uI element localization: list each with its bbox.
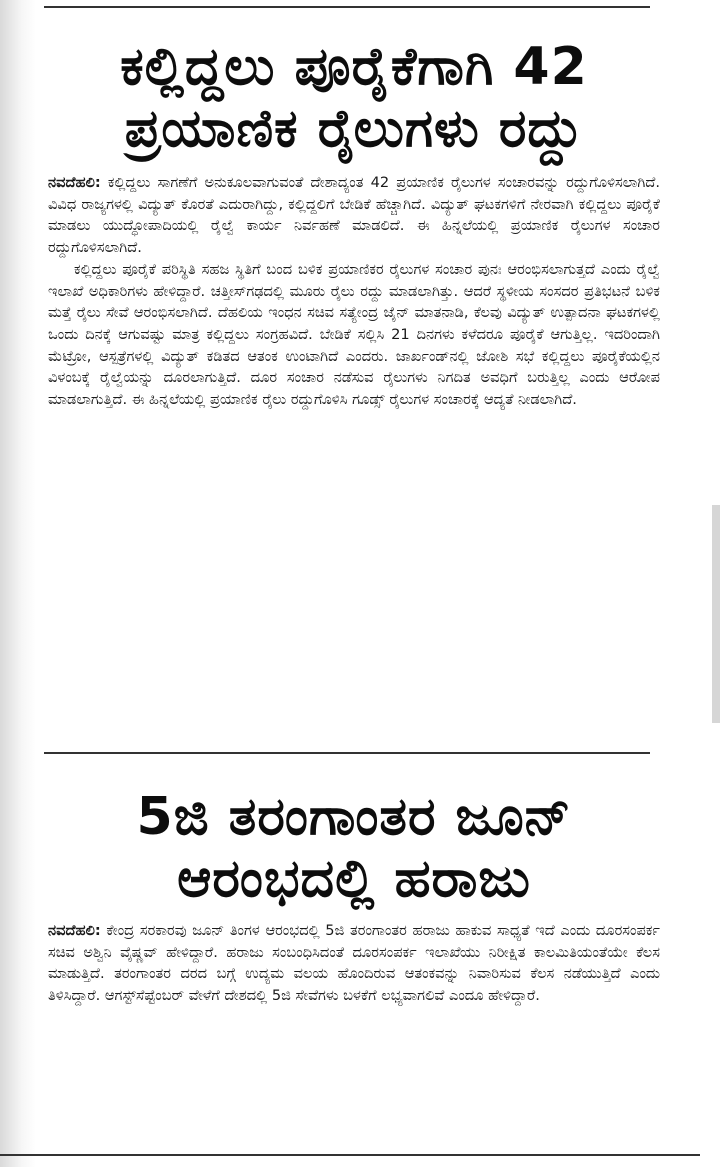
article1-paragraph-1 xyxy=(48,172,660,259)
article1-body xyxy=(48,172,660,411)
article1-headline xyxy=(44,36,664,160)
article2-dateline: ನವದೆಹಲಿ: xyxy=(48,922,101,939)
article1-headline-line2: ಪ್ರಯಾಣಿಕ ರೈಲುಗಳು ರದ್ದು xyxy=(124,99,584,159)
article2-headline xyxy=(44,786,664,910)
article2-body xyxy=(48,920,660,1007)
article1-headline-line1: ಕಲ್ಲಿದ್ದಲು ಪೂರೈಕೆಗಾಗಿ 42 xyxy=(120,37,588,97)
bottom-rule xyxy=(0,1154,700,1156)
article2-headline-line2: ಆರಂಭದಲ್ಲಿ ಹರಾಜು xyxy=(177,849,531,909)
article2-headline-line1: 5ಜಿ ತರಂಗಾಂತರ ಜೂನ್ xyxy=(136,787,572,847)
article1-paragraph-1-text: ಕಲ್ಲಿದ್ದಲು ಸಾಗಣೆಗೆ ಅನುಕೂಲವಾಗುವಂತೆ ದೇಶಾದ್ಯಂತ 42 ಪ್ರಯಾಣಿಕ ರೈಲುಗಳ ಸಂಚಾರವನ್ನು ರದ್ದುಗೊಳಿಸಲಾಗಿದೆ. ವಿವಿಧ ರಾಜ್ಯಗಳಲ್ಲಿ ವಿದ್ಯುತ್ ಕೊರತೆ ಎದುರಾಗಿದ್ದು, ಕಲ್ಲಿದ್ದಲಿಗೆ ಬೇಡಿಕೆ ಹೆಚ್ಚಾಗಿದೆ. ವಿದ್ಯುತ್ ಘಟಕಗಳಿಗೆ ನೇರವಾಗಿ ಕಲ್ಲಿದ್ದಲು ಪೂರೈಕೆ ಮಾಡಲು ಯುದ್ಧೋಪಾದಿಯಲ್ಲಿ ರೈಲ್ವೆ ಕಾರ್ಯ ನಿರ್ವಹಣೆ ಮಾಡಲಿದೆ. ಈ ಹಿನ್ನಲೆಯಲ್ಲಿ ಪ್ರಯಾಣಿಕ ರೈಲುಗಳ ಸಂಚಾರ ರದ್ದುಗೊಳಿಸಲಾಗಿದೆ. xyxy=(48,174,661,257)
section-divider-rule xyxy=(44,752,650,754)
top-rule xyxy=(44,6,650,8)
article2-paragraph-1 xyxy=(48,920,660,1007)
article1-paragraph-2: ಕಲ್ಲಿದ್ದಲು ಪೂರೈಕೆ ಪರಿಸ್ಥಿತಿ ಸಹಜ ಸ್ಥಿತಿಗೆ ಬಂದ ಬಳಿಕ ಪ್ರಯಾಣಿಕರ ರೈಲುಗಳ ಸಂಚಾರ ಪುನಃ ಆರಂಭಿಸಲಾಗುತ್ತದೆ ಎಂದು ರೈಲ್ವೆ ಇಲಾಖೆ ಅಧಿಕಾರಿಗಳು ಹೇಳಿದ್ದಾರೆ. ಚತ್ತೀಸ್‌ಗಢದಲ್ಲಿ ಮೂರು ರೈಲು ರದ್ದು ಮಾಡಲಾಗಿತ್ತು. ಆದರೆ ಸ್ಥಳೀಯ ಸಂಸದರ ಪ್ರತಿಭಟನೆ ಬಳಿಕ ಮತ್ತೆ ರೈಲು ಸೇವೆ ಆರಂಭಿಸಲಾಗಿದೆ. ದೆಹಲಿಯ ಇಂಧನ ಸಚಿವ ಸತ್ಯೇಂದ್ರ ಜೈನ್ ಮಾತನಾಡಿ, ಕೆಲವು ವಿದ್ಯುತ್ ಉತ್ಪಾದನಾ ಘಟಕಗಳಲ್ಲಿ ಒಂದು ದಿನಕ್ಕೆ ಆಗುವಷ್ಟು ಮಾತ್ರ ಕಲ್ಲಿದ್ದಲು ಸಂಗ್ರಹವಿದೆ. ಬೇಡಿಕೆ ಸಲ್ಲಿಸಿ 21 ದಿನಗಳು ಕಳೆದರೂ ಪೂರೈಕೆ ಆಗುತ್ತಿಲ್ಲ. ಇದರಿಂದಾಗಿ ಮೆಟ್ರೋ, ಆಸ್ಪತ್ರೆಗಳಲ್ಲಿ ವಿದ್ಯುತ್ ಕಡಿತದ ಆತಂಕ ಉಂಟಾಗಿದೆ ಎಂದರು. ಜಾರ್ಖಂಡ್‌ನಲ್ಲಿ ಜೋಶಿ ಸಭೆ ಕಲ್ಲಿದ್ದಲು ಪೂರೈಕೆಯಲ್ಲಿನ ವಿಳಂಬಕ್ಕೆ ರೈಲ್ವೆಯನ್ನು ದೂರಲಾಗುತ್ತಿದೆ. ದೂರ ಸಂಚಾರ ನಡೆಸುವ ರೈಲುಗಳು ನಿಗದಿತ ಅವಧಿಗೆ ಬರುತ್ತಿಲ್ಲ ಎಂದು ಆರೋಪ ಮಾಡಲಾಗುತ್ತಿದೆ. ಈ ಹಿನ್ನಲೆಯಲ್ಲಿ ಪ್ರಯಾಣಿಕ ರೈಲು ರದ್ದುಗೊಳಿಸಿ ಗೂಡ್ಸ್ ರೈಲುಗಳ ಸಂಚಾರಕ್ಕೆ ಆದ್ಯತೆ ನೀಡಲಾಗಿದೆ. xyxy=(48,260,660,409)
article1-dateline: ನವದೆಹಲಿ: xyxy=(48,174,101,191)
adjacent-page-edge xyxy=(712,505,720,723)
page-fold-shadow xyxy=(0,0,36,1167)
article2-paragraph-1-text: ಕೇಂದ್ರ ಸರಕಾರವು ಜೂನ್ ತಿಂಗಳ ಆರಂಭದಲ್ಲಿ 5ಜಿ ತರಂಗಾಂತರ ಹರಾಜು ಹಾಕುವ ಸಾಧ್ಯತೆ ಇದೆ ಎಂದು ದೂರಸಂಪರ್ಕ ಸಚಿವ ಅಶ್ವಿನಿ ವೈಷ್ಣವ್ ಹೇಳಿದ್ದಾರೆ. ಹರಾಜು ಸಂಬಂಧಿಸಿದಂತೆ ದೂರಸಂಪರ್ಕ ಇಲಾಖೆಯು ನಿರೀಕ್ಷಿತ ಕಾಲಮಿತಿಯಂತೆಯೇ ಕೆಲಸ ಮಾಡುತ್ತಿದೆ. ತರಂಗಾಂತರ ದರದ ಬಗ್ಗೆ ಉದ್ಯಮ ವಲಯ ಹೊಂದಿರುವ ಆತಂಕವನ್ನು ನಿವಾರಿಸುವ ಕೆಲಸ ನಡೆಯುತ್ತಿದೆ ಎಂದು ತಿಳಿಸಿದ್ದಾರೆ. ಆಗಸ್ಟ್‌ಸೆಪ್ಟೆಂಬರ್ ವೇಳೆಗೆ ದೇಶದಲ್ಲಿ 5ಜಿ ಸೇವೆಗಳು ಬಳಕೆಗೆ ಲಭ್ಯವಾಗಲಿವೆ ಎಂದೂ ಹೇಳಿದ್ದಾರೆ. xyxy=(48,922,660,1005)
